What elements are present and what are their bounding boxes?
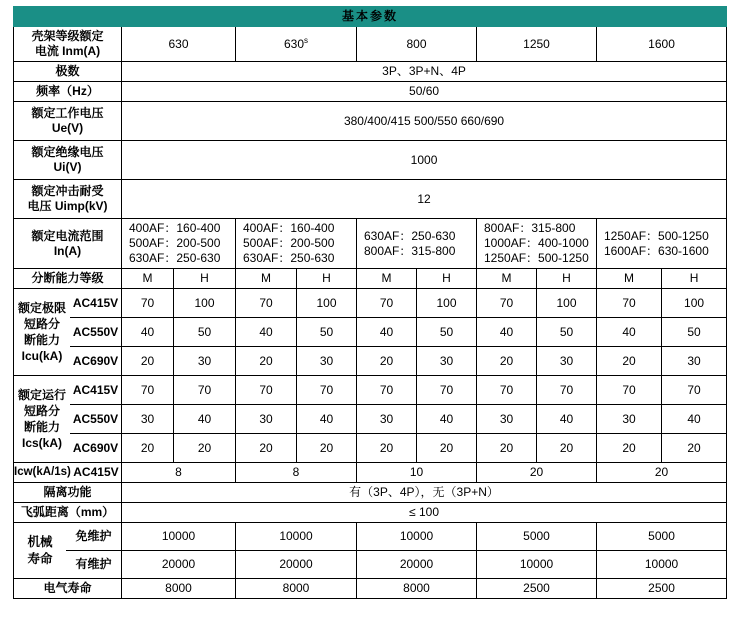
icu-415-0: 70 [122,289,174,318]
table-row [14,376,727,405]
isolation-label: 隔离功能 [14,483,122,503]
ics-550-9: 40 [662,405,727,434]
mech-maint-0: 20000 [122,551,236,579]
icu-415-8: 70 [597,289,662,318]
icu-690-8: 20 [597,347,662,376]
ics-690-9: 20 [662,434,727,463]
ics-550-4: 30 [357,405,417,434]
ics-690-1: 20 [174,434,236,463]
breaking-grade-9: H [662,269,727,289]
table-row [14,289,727,318]
icu-550-0: 40 [122,318,174,347]
arc-distance-value: ≤ 100 [122,503,727,523]
icu-550-8: 40 [597,318,662,347]
insulation-voltage-label: 额定绝缘电压 Ui(V) [14,141,122,180]
breaking-grade-0: M [122,269,174,289]
breaking-grade-label: 分断能力等级 [14,269,122,289]
breaking-grade-6: M [477,269,537,289]
ics-415-7: 70 [537,376,597,405]
ics-voltage-690: AC690V [72,440,119,455]
current-range-800: 630AF：250-630 800AF：315-800 [357,219,477,269]
icu-voltage-550: AC550V [70,318,121,347]
maintenance-required-label: 有维护 [75,557,112,571]
icw-value-0: 8 [122,463,236,483]
ics-415-2: 70 [236,376,297,405]
electrical-life-label: 电气寿命 [14,579,122,599]
mech-free-0: 10000 [122,523,236,551]
table-row [14,82,727,102]
breaking-grade-8: M [597,269,662,289]
ics-550-2: 30 [236,405,297,434]
table-row [14,463,727,483]
table-row [14,269,727,289]
breaking-grade-4: M [357,269,417,289]
table-row [14,503,727,523]
frequency-label: 频率（Hz） [14,82,122,102]
icw-voltage: AC415V [73,465,119,479]
icw-value-4: 20 [597,463,727,483]
icu-415-7: 100 [537,289,597,318]
frame-value-630s: 630$^s$ [236,27,357,62]
icu-415-6: 70 [477,289,537,318]
icu-415-5: 100 [417,289,477,318]
table-row [14,483,727,503]
ics-690-0: 20 [122,434,174,463]
icu-550-4: 40 [357,318,417,347]
frame-value-1600: 1600 [597,27,727,62]
icu-550-5: 50 [417,318,477,347]
ics-690-3: 20 [297,434,357,463]
maintenance-free-label: 免维护 [66,523,121,551]
mech-maint-4: 10000 [597,551,727,579]
icu-690-7: 30 [537,347,597,376]
table-row [14,62,727,82]
icu-690-1: 30 [174,347,236,376]
ics-690-8: 20 [597,434,662,463]
elec-life-0: 8000 [122,579,236,599]
mech-maint-3: 10000 [477,551,597,579]
mech-maint-2: 20000 [357,551,477,579]
current-range-630s: 400AF：160-400 500AF：200-500 630AF：250-630 [236,219,357,269]
ics-415-8: 70 [597,376,662,405]
ics-690-2: 20 [236,434,297,463]
rated-current-range-label: 额定电流范围 In(A) [14,219,122,269]
poles-value: 3P、3P+N、4P [122,62,727,82]
ics-415-1: 70 [174,376,236,405]
frame-value-1250: 1250 [477,27,597,62]
icw-value-2: 10 [357,463,477,483]
icu-550-2: 40 [236,318,297,347]
icu-690-0: 20 [122,347,174,376]
specification-table [13,6,727,599]
table-row [14,180,727,219]
icu-voltage-690: AC690V [72,353,119,368]
ics-voltage-415: AC415V [70,376,121,405]
page-title: 基本参数 [14,7,727,27]
table-row [14,102,727,141]
icu-550-3: 50 [297,318,357,347]
poles-label: 极数 [14,62,122,82]
icw-label-text: Icw(kA/1s) [14,466,71,479]
table-title-row [14,7,727,27]
breaking-grade-3: H [297,269,357,289]
ics-550-6: 30 [477,405,537,434]
impulse-voltage-label: 额定冲击耐受 电压 Uimp(kV) [14,180,122,219]
elec-life-1: 8000 [236,579,357,599]
icu-550-1: 50 [174,318,236,347]
insulation-voltage-value: 1000 [122,141,727,180]
icu-415-4: 70 [357,289,417,318]
mechanical-life-label: 机械 寿命 免维护 有维护 [14,523,122,579]
table-row [14,219,727,269]
frame-value-800: 800 [357,27,477,62]
ics-690-7: 20 [537,434,597,463]
icu-690-9: 30 [662,347,727,376]
arc-distance-label: 飞弧距离（mm） [14,503,122,523]
ics-415-0: 70 [122,376,174,405]
table-row [14,523,727,551]
table-row [14,579,727,599]
elec-life-2: 8000 [357,579,477,599]
icu-550-7: 50 [537,318,597,347]
ics-550-8: 30 [597,405,662,434]
current-range-1600: 1250AF：500-1250 1600AF：630-1600 [597,219,727,269]
icu-550-6: 40 [477,318,537,347]
elec-life-3: 2500 [477,579,597,599]
ics-550-1: 40 [174,405,236,434]
mech-free-2: 10000 [357,523,477,551]
current-range-1250: 800AF：315-800 1000AF：400-1000 1250AF：500-1250 [477,219,597,269]
breaking-grade-7: H [537,269,597,289]
ics-415-9: 70 [662,376,727,405]
icu-690-6: 20 [477,347,537,376]
ics-550-5: 40 [417,405,477,434]
breaking-grade-2: M [236,269,297,289]
ics-415-4: 70 [357,376,417,405]
current-range-630: 400AF：160-400 500AF：200-500 630AF：250-630 [122,219,236,269]
mech-free-4: 5000 [597,523,727,551]
icu-690-2: 20 [236,347,297,376]
elec-life-4: 2500 [597,579,727,599]
frame-current-label: 壳架等级额定 电流 Inm(A) [14,27,122,62]
mech-maint-1: 20000 [236,551,357,579]
ics-690-5: 20 [417,434,477,463]
ics-415-3: 70 [297,376,357,405]
icu-label: 额定极限 短路分 断能力 Icu(kA) AC415V AC550V AC690V [14,289,122,376]
icw-label [14,463,122,483]
ics-690-6: 20 [477,434,537,463]
ics-550-7: 40 [537,405,597,434]
ics-690-4: 20 [357,434,417,463]
impulse-voltage-value: 12 [122,180,727,219]
ics-label: 额定运行 短路分 断能力 Ics(kA) AC415V AC550V AC690V [14,376,122,463]
icu-voltage-415: AC415V [70,289,121,318]
ics-550-0: 30 [122,405,174,434]
frame-value-630: 630 [122,27,236,62]
breaking-grade-1: H [174,269,236,289]
icu-415-9: 100 [662,289,727,318]
table-row [14,141,727,180]
ics-voltage-550: AC550V [70,405,121,434]
icw-value-1: 8 [236,463,357,483]
rated-working-voltage-value: 380/400/415 500/550 660/690 [122,102,727,141]
icu-690-3: 30 [297,347,357,376]
mech-free-1: 10000 [236,523,357,551]
table-row [14,27,727,62]
icw-value-3: 20 [477,463,597,483]
ics-415-6: 70 [477,376,537,405]
icu-690-4: 20 [357,347,417,376]
icu-690-5: 30 [417,347,477,376]
icu-415-3: 100 [297,289,357,318]
ics-550-3: 40 [297,405,357,434]
frequency-value: 50/60 [122,82,727,102]
icu-415-1: 100 [174,289,236,318]
isolation-value: 有（3P、4P），无（3P+N） [122,483,727,503]
icu-415-2: 70 [236,289,297,318]
rated-working-voltage-label: 额定工作电压 Ue(V) [14,102,122,141]
breaking-grade-5: H [417,269,477,289]
ics-415-5: 70 [417,376,477,405]
icu-550-9: 50 [662,318,727,347]
mech-free-3: 5000 [477,523,597,551]
